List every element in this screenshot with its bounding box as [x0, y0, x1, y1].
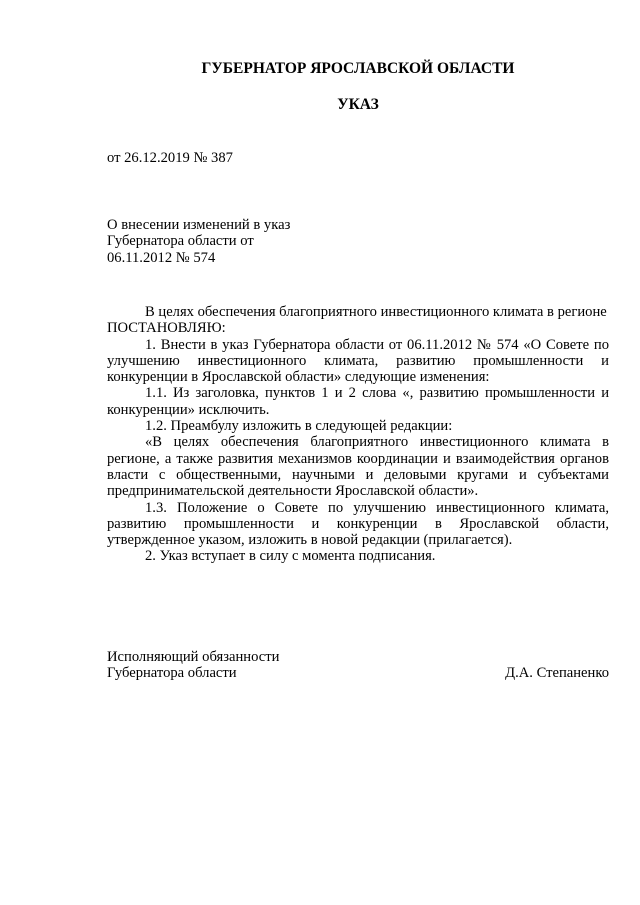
- document-type: УКАЗ: [337, 96, 379, 113]
- clause-1: 1. Внести в указ Губернатора области от 06.11.2012 № 574 «О Совете по улучшению инвестиционного климата, развитию промышленности и конкуренции в Ярославской области» следующие изменения:: [107, 336, 609, 386]
- preamble-paragraph: В целях обеспечения благоприятного инвестиционного климата в регионе: [145, 304, 607, 320]
- document-subject: [107, 217, 407, 266]
- clause-1-2-quote: «В целях обеспечения благоприятного инвестиционного климата в регионе, а также развития механизмов координации и взаимодействия органов власти с общественными, научными и деловыми кругами и субъектами предпринимательской деятельности Ярославской области».: [107, 434, 609, 500]
- signer-title-line: Губернатора области: [107, 665, 237, 682]
- signer-title-line: Исполняющий обязанности: [107, 649, 280, 665]
- issuing-authority: ГУБЕРНАТОР ЯРОСЛАВСКОЙ ОБЛАСТИ: [201, 60, 515, 77]
- clause-2: 2. Указ вступает в силу с момента подписания.: [145, 548, 436, 565]
- clause-1-2: 1.2. Преамбулу изложить в следующей редакции:: [145, 418, 453, 435]
- signer-name: Д.А. Степаненко: [505, 665, 609, 682]
- decree-word: ПОСТАНОВЛЯЮ:: [107, 320, 226, 337]
- clause-1-1: 1.1. Из заголовка, пунктов 1 и 2 слова «, развитию промышленности и конкуренции» исключить.: [107, 385, 609, 418]
- subject-line: 06.11.2012 № 574: [107, 249, 216, 266]
- document-date-number: от 26.12.2019 № 387: [107, 150, 233, 166]
- document-body: [107, 304, 609, 565]
- subject-line: Губернатора области от: [107, 233, 254, 250]
- clause-1-3: 1.3. Положение о Совете по улучшению инвестиционного климата, развитию промышленности и конкуренции в Ярославской области, утвержденное указом, изложить в новой редакции (прилагается).: [107, 499, 609, 549]
- signature-block: [107, 649, 609, 682]
- signature-row: [107, 665, 609, 681]
- subject-line: О внесении изменений в указ: [107, 217, 291, 233]
